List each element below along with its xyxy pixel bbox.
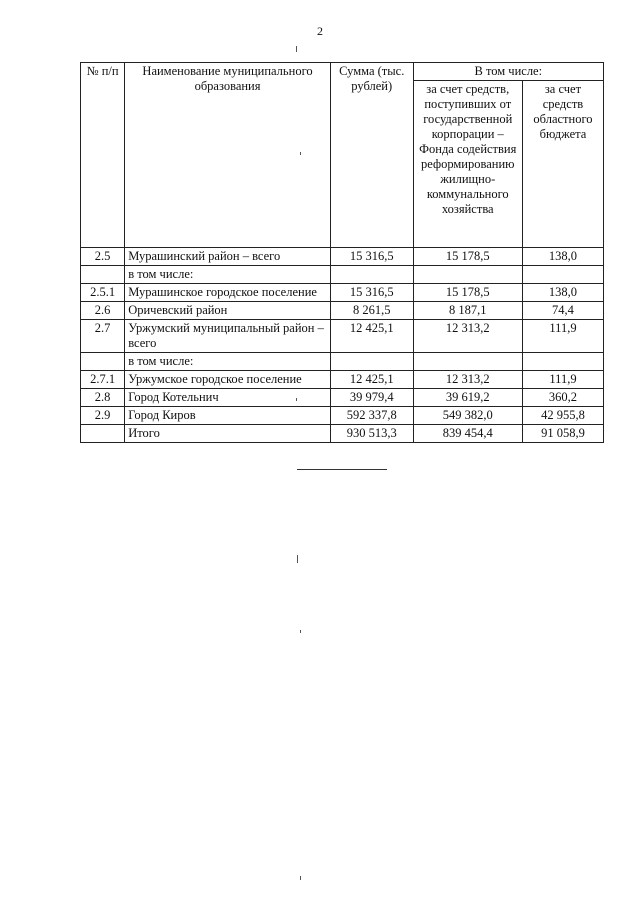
row-sum	[330, 266, 413, 284]
row-regional: 74,4	[522, 302, 603, 320]
closing-rule	[297, 469, 387, 470]
row-name: Итого	[125, 425, 331, 443]
row-fund: 15 178,5	[413, 284, 522, 302]
row-num: 2.8	[81, 389, 125, 407]
row-fund: 839 454,4	[413, 425, 522, 443]
row-regional: 42 955,8	[522, 407, 603, 425]
row-sum: 8 261,5	[330, 302, 413, 320]
row-name: Оричевский район	[125, 302, 331, 320]
row-fund: 12 313,2	[413, 371, 522, 389]
row-sum: 12 425,1	[330, 320, 413, 353]
table-row	[81, 266, 604, 284]
row-name: Город Котельнич	[125, 389, 331, 407]
row-regional: 111,9	[522, 371, 603, 389]
table-row	[81, 371, 604, 389]
header-including: В том числе:	[413, 63, 603, 81]
row-sum	[330, 353, 413, 371]
table-row	[81, 407, 604, 425]
scan-speck	[297, 555, 298, 563]
row-num	[81, 266, 125, 284]
row-regional: 360,2	[522, 389, 603, 407]
table-row	[81, 302, 604, 320]
row-regional: 138,0	[522, 284, 603, 302]
row-sum: 15 316,5	[330, 284, 413, 302]
scan-speck	[300, 152, 301, 155]
scan-speck	[296, 46, 297, 52]
table-row	[81, 389, 604, 407]
row-name: Город Киров	[125, 407, 331, 425]
row-num: 2.5	[81, 248, 125, 266]
table-header-row	[81, 63, 604, 81]
row-regional	[522, 353, 603, 371]
table-row	[81, 353, 604, 371]
row-sum: 12 425,1	[330, 371, 413, 389]
row-name: Уржумское городское поселение	[125, 371, 331, 389]
header-name: Наименование муниципального образования	[125, 63, 331, 248]
header-fund: за счет средств, поступивших от государственной корпорации – Фонда содействия реформированию жилищно-коммунального хозяйства	[413, 81, 522, 248]
row-sum: 39 979,4	[330, 389, 413, 407]
scan-speck	[300, 876, 301, 880]
row-sum: 15 316,5	[330, 248, 413, 266]
row-regional: 138,0	[522, 248, 603, 266]
table-row	[81, 320, 604, 353]
row-num: 2.7.1	[81, 371, 125, 389]
row-fund: 39 619,2	[413, 389, 522, 407]
row-name: Мурашинское городское поселение	[125, 284, 331, 302]
row-regional	[522, 266, 603, 284]
row-num: 2.6	[81, 302, 125, 320]
row-sum: 930 513,3	[330, 425, 413, 443]
header-num: № п/п	[81, 63, 125, 248]
table-row	[81, 425, 604, 443]
row-fund	[413, 353, 522, 371]
row-num: 2.5.1	[81, 284, 125, 302]
row-fund: 15 178,5	[413, 248, 522, 266]
row-name: Мурашинский район – всего	[125, 248, 331, 266]
row-regional: 91 058,9	[522, 425, 603, 443]
row-fund	[413, 266, 522, 284]
row-num: 2.9	[81, 407, 125, 425]
row-sum: 592 337,8	[330, 407, 413, 425]
row-fund: 549 382,0	[413, 407, 522, 425]
scan-speck	[300, 630, 301, 633]
table-row	[81, 284, 604, 302]
header-regional: за счет средств областного бюджета	[522, 81, 603, 248]
row-regional: 111,9	[522, 320, 603, 353]
row-fund: 12 313,2	[413, 320, 522, 353]
table-row	[81, 248, 604, 266]
row-name: в том числе:	[125, 266, 331, 284]
row-num: 2.7	[81, 320, 125, 353]
row-num	[81, 353, 125, 371]
header-sum: Сумма (тыс. рублей)	[330, 63, 413, 248]
funding-table	[80, 62, 604, 443]
row-name: Уржумский муниципальный район – всего	[125, 320, 331, 353]
row-fund: 8 187,1	[413, 302, 522, 320]
page-number: 2	[317, 24, 323, 38]
row-num	[81, 425, 125, 443]
table-body	[81, 248, 604, 443]
row-name: в том числе:	[125, 353, 331, 371]
scan-speck	[296, 398, 297, 401]
